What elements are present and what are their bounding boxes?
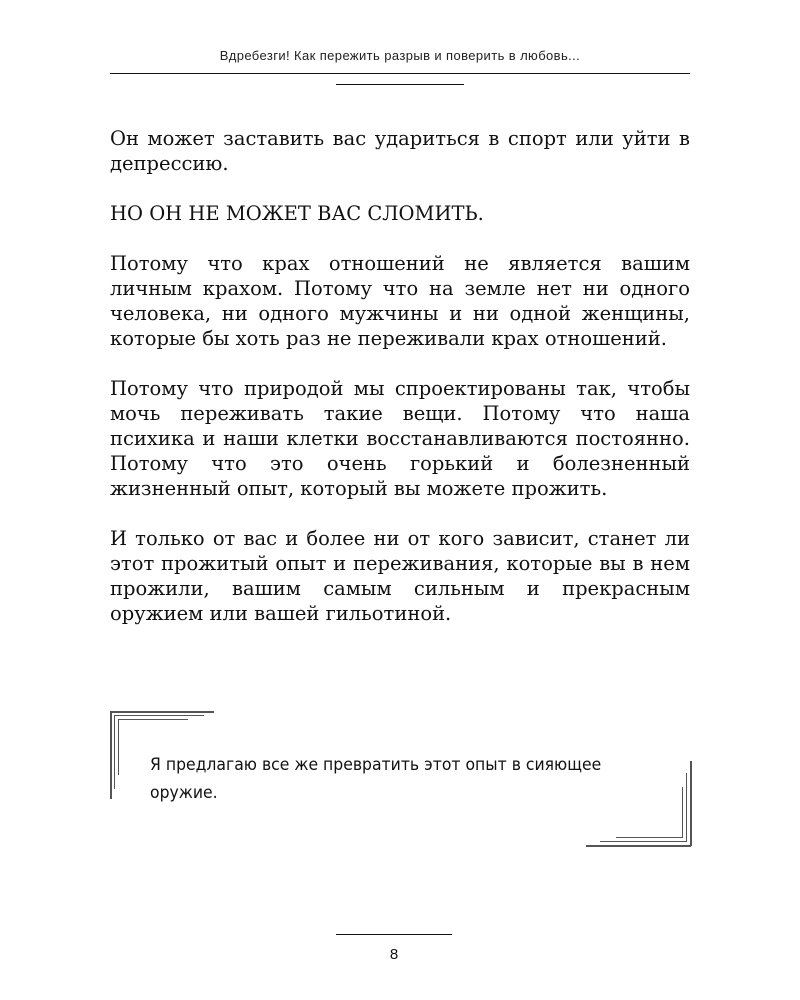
page-number: 8 [389, 946, 399, 963]
footer-rule [336, 934, 452, 935]
paragraph-2-emphasis: НО ОН НЕ МОЖЕТ ВАС СЛОМИТЬ. [110, 202, 484, 225]
body-text [110, 126, 690, 651]
callout-box [110, 711, 692, 847]
paragraph-3: Потому что крах отношений не является вашим личным крахом. Потому что на земле нет ни одного человека, ни одного мужчины и ни одной женщины, которые бы хоть раз не переживали крах отношений. [110, 252, 690, 350]
header-short-rule [336, 84, 464, 85]
paragraph-5: И только от вас и более ни от кого зависит, станет ли этот прожитый опыт и переживания, которые вы в нем прожили, вашим самым сильным и прекрасным оружием или вашей гильотиной. [110, 527, 690, 625]
paragraph-1: Он может заставить вас удариться в спорт или уйти в депрессию. [110, 127, 690, 175]
callout-text: Я предлагаю все же превратить этот опыт в сияющее оружие. [150, 755, 602, 803]
paragraph-4: Потому что природой мы спроектированы так, чтобы мочь переживать такие вещи. Потому что наша психика и наши клетки восстанавливаются постоянно. Потому что это очень горький и болезненный жизненный опыт, который вы можете прожить. [110, 377, 690, 500]
running-title: Вдребезги! Как пережить разрыв и поверить в любовь... [219, 48, 581, 63]
header-rule [110, 73, 690, 74]
